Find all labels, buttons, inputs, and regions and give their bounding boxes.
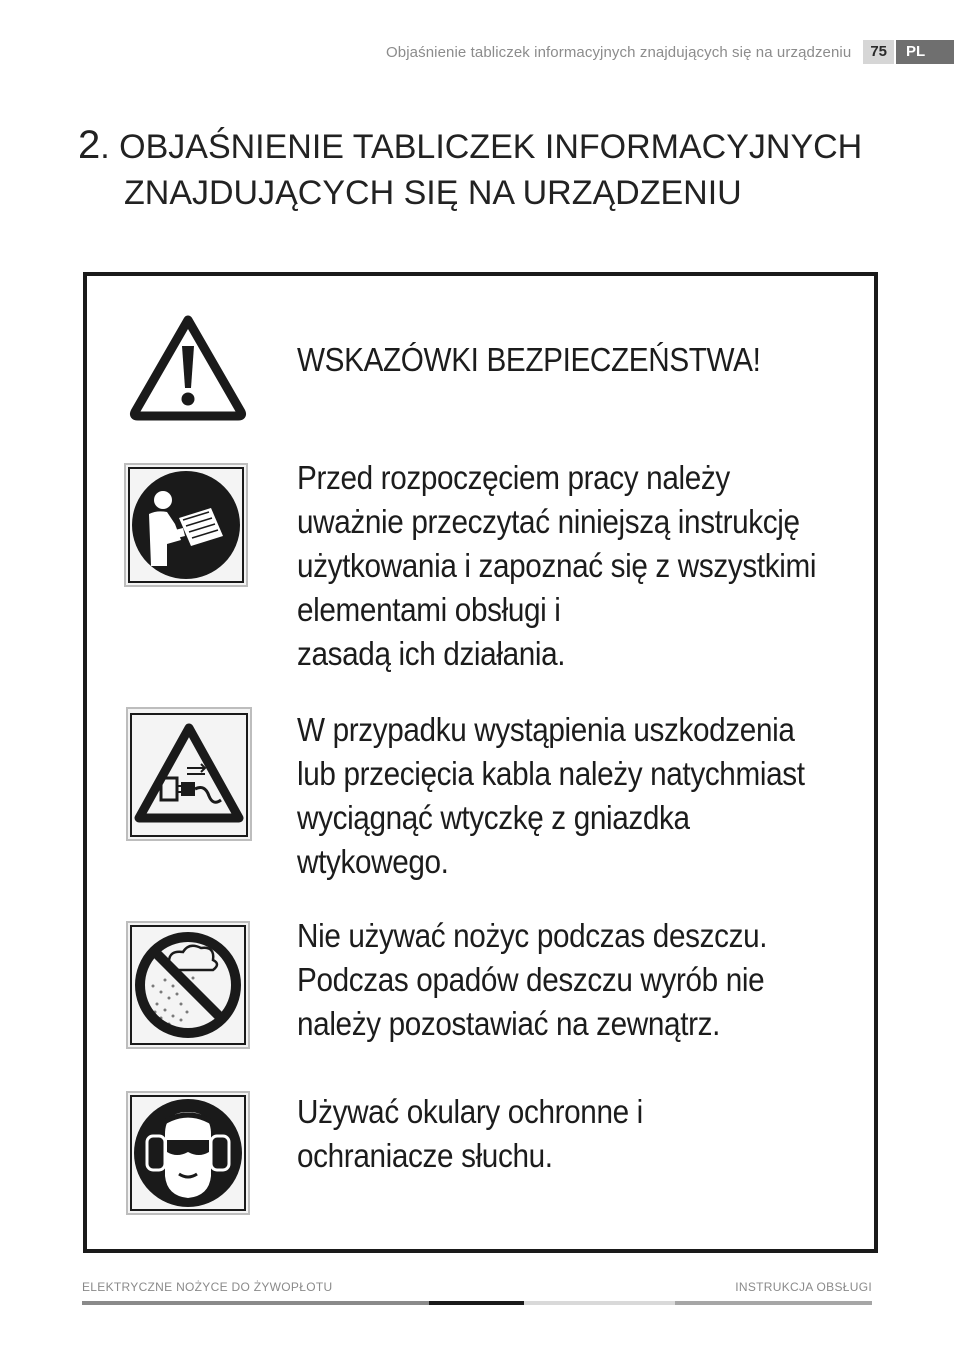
sign-text-line: WSKAZÓWKI BEZPIECZEŃSTWA! [297, 341, 761, 378]
safety-signs-box [83, 272, 878, 1253]
sign-text-line: W przypadku wystąpienia uszkodzenia [297, 711, 795, 748]
goggles-earmuffs-icon [125, 1090, 251, 1216]
footer-product-name: ELEKTRYCZNE NOŻYCE DO ŻYWOPŁOTU [82, 1280, 333, 1294]
page-number: 75 [863, 40, 894, 64]
footer-divider [82, 1301, 872, 1305]
sign-text-line: użytkowania i zapoznać się z wszystkimi [297, 547, 817, 584]
section-title-line1: . OBJAŚNIENIE TABLICZEK INFORMACYJNYCH [100, 128, 863, 166]
sign-text-unplug-cable [297, 708, 815, 884]
language-badge: PL [896, 40, 954, 64]
section-number: 2 [78, 123, 101, 167]
sign-text-warning [297, 338, 815, 382]
sign-text-goggles-earmuffs [297, 1090, 815, 1178]
sign-text-line: Używać okulary ochronne i [297, 1093, 643, 1130]
sign-text-no-rain [297, 914, 815, 1046]
sign-text-line: zasadą ich działania. [297, 635, 566, 672]
sign-text-line: elementami obsługi i [297, 591, 561, 628]
sign-text-line: należy pozostawiać na zewnątrz. [297, 1005, 721, 1042]
section-heading [78, 122, 898, 216]
sign-text-line: uważnie przeczytać niniejszą instrukcję [297, 503, 800, 540]
footer-document-type: INSTRUKCJA OBSŁUGI [735, 1280, 872, 1294]
read-manual-icon [123, 462, 249, 588]
sign-text-read-manual [297, 456, 815, 676]
sign-text-line: wtykowego. [297, 843, 449, 880]
section-title-line2: ZNAJDUJĄCYCH SIĘ NA URZĄDZENIU [124, 174, 742, 212]
unplug-cable-icon [125, 706, 253, 842]
warning-triangle-icon [127, 312, 249, 422]
running-header [386, 40, 954, 64]
sign-text-line: Nie używać nożyc podczas deszczu. [297, 917, 768, 954]
sign-text-line: wyciągnąć wtyczkę z gniazdka [297, 799, 690, 836]
sign-text-line: ochraniacze słuchu. [297, 1137, 553, 1174]
sign-text-line: lub przecięcia kabla należy natychmiast [297, 755, 805, 792]
no-rain-icon [125, 920, 251, 1050]
sign-text-line: Podczas opadów deszczu wyrób nie [297, 961, 765, 998]
sign-text-line: Przed rozpoczęciem pracy należy [297, 459, 730, 496]
running-title: Objaśnienie tabliczek informacyjnych znajdujących się na urządzeniu [386, 43, 852, 61]
